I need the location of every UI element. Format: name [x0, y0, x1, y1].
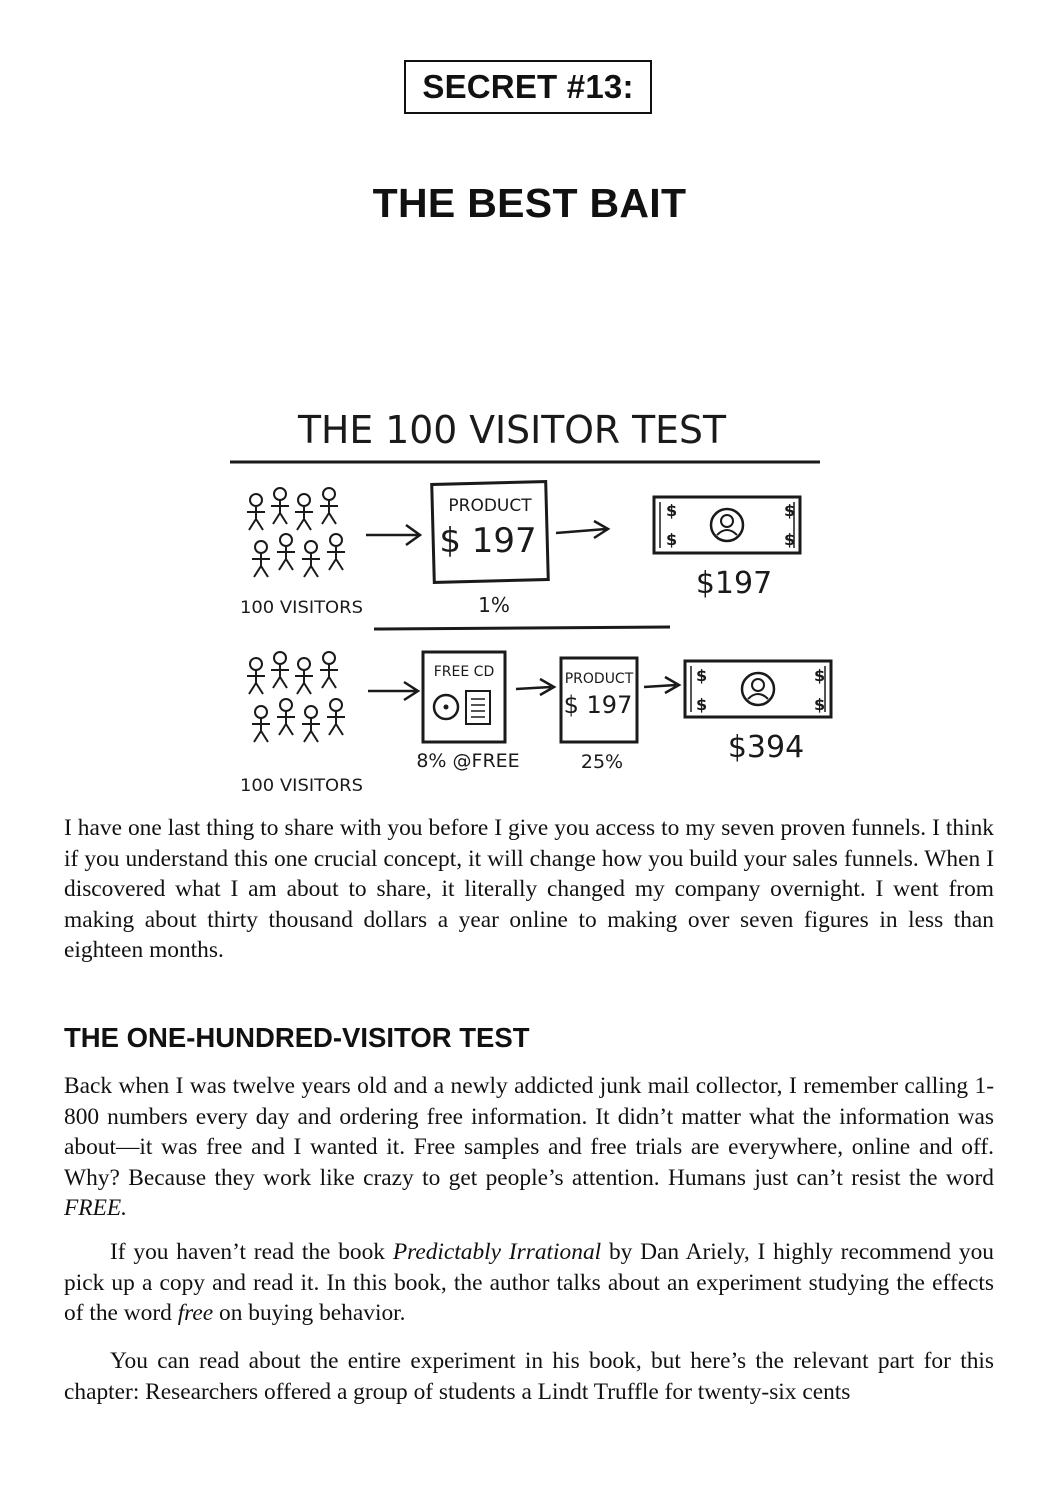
row1-conversion: 1% [478, 593, 510, 617]
row2-product-price: $ 197 [563, 691, 633, 719]
row2-dollar-bill-icon [685, 661, 831, 717]
body-paragraph-experiment: You can read about the entire experiment in his book, but here’s the relevant part for this chapter: Researchers offered a group of students a Lindt Truffle for twenty-six cents [64, 1348, 994, 1405]
svg-text:$: $ [696, 695, 708, 714]
body-paragraph-free: Back when I was twelve years old and a newly addicted junk mail collector, I remember calling 1-800 numbers every day and ordering free information. It didn’t matter what the information was about—it was free and I wanted it. Free samples and free trials are everywhere, online and off. Why? Because they work like crazy to get people’s attention. Humans just can’t resist the word FREE. [64, 1073, 994, 1222]
row1-product-label: PRODUCT [448, 496, 532, 516]
svg-text:$: $ [814, 695, 826, 714]
row2-visitors-label: 100 VISITORS [240, 776, 363, 796]
row1-visitor-group-icon [247, 488, 345, 577]
svg-text:$: $ [666, 530, 678, 549]
svg-text:$: $ [696, 666, 708, 685]
intro-paragraph: I have one last thing to share with you before I give you access to my seven proven funnels. I think if you understand this one crucial concept, it will change how you build your sales funnels. When I discovered what I am about to share, it literally changed my company overnight. I went from making about thirty thousand dollars a year online to making over seven figures in less than eighteen months. [64, 815, 994, 964]
free-conversion: 8% @FREE [416, 750, 520, 772]
row1-revenue: $197 [695, 566, 773, 601]
illustration-title: THE 100 VISITOR TEST [297, 408, 727, 452]
row2-product-conversion: 25% [580, 751, 624, 773]
row1-dollar-bill-icon [654, 497, 800, 553]
svg-text:$: $ [784, 501, 796, 520]
book-title: Predictably Irrational [392, 1239, 602, 1265]
secret-number-box [404, 60, 652, 114]
hundred-visitor-test-illustration [226, 395, 836, 800]
free-cd-label: FREE CD [433, 664, 495, 680]
svg-text:$: $ [784, 530, 796, 549]
row2-product-label: PRODUCT [564, 671, 634, 687]
row2-arrow-icon [368, 682, 418, 700]
svg-text:$: $ [666, 501, 678, 520]
document-icon [466, 691, 490, 724]
row2-arrow-2-icon [516, 679, 554, 695]
row-divider [374, 627, 670, 629]
row1-product-price: $ 197 [439, 521, 537, 561]
row2-revenue: $394 [727, 730, 805, 765]
row1-visitors-label: 100 VISITORS [240, 598, 363, 618]
row2-arrow-3-icon [644, 677, 679, 693]
secret-label: SECRET #13: [422, 68, 634, 105]
body-paragraph-book: If you haven’t read the book Predictably Irrational by Dan Ariely, I highly recommend you pick up a copy and read it. In this book, the author talks about an experiment studying the effects of the word free on buying behavior. [64, 1239, 994, 1327]
row1-arrow-icon [366, 525, 420, 545]
cd-disc-icon [434, 695, 458, 719]
emphasis-free: FREE. [64, 1195, 127, 1222]
section-heading: THE ONE-HUNDRED-VISITOR TEST [64, 1022, 530, 1053]
emphasis-free-word: free [177, 1300, 214, 1327]
chapter-title: THE BEST BAIT [372, 180, 687, 226]
svg-text:$: $ [814, 666, 826, 685]
row1-arrow-2-icon [556, 521, 608, 538]
row2-visitor-group-icon [247, 652, 345, 742]
